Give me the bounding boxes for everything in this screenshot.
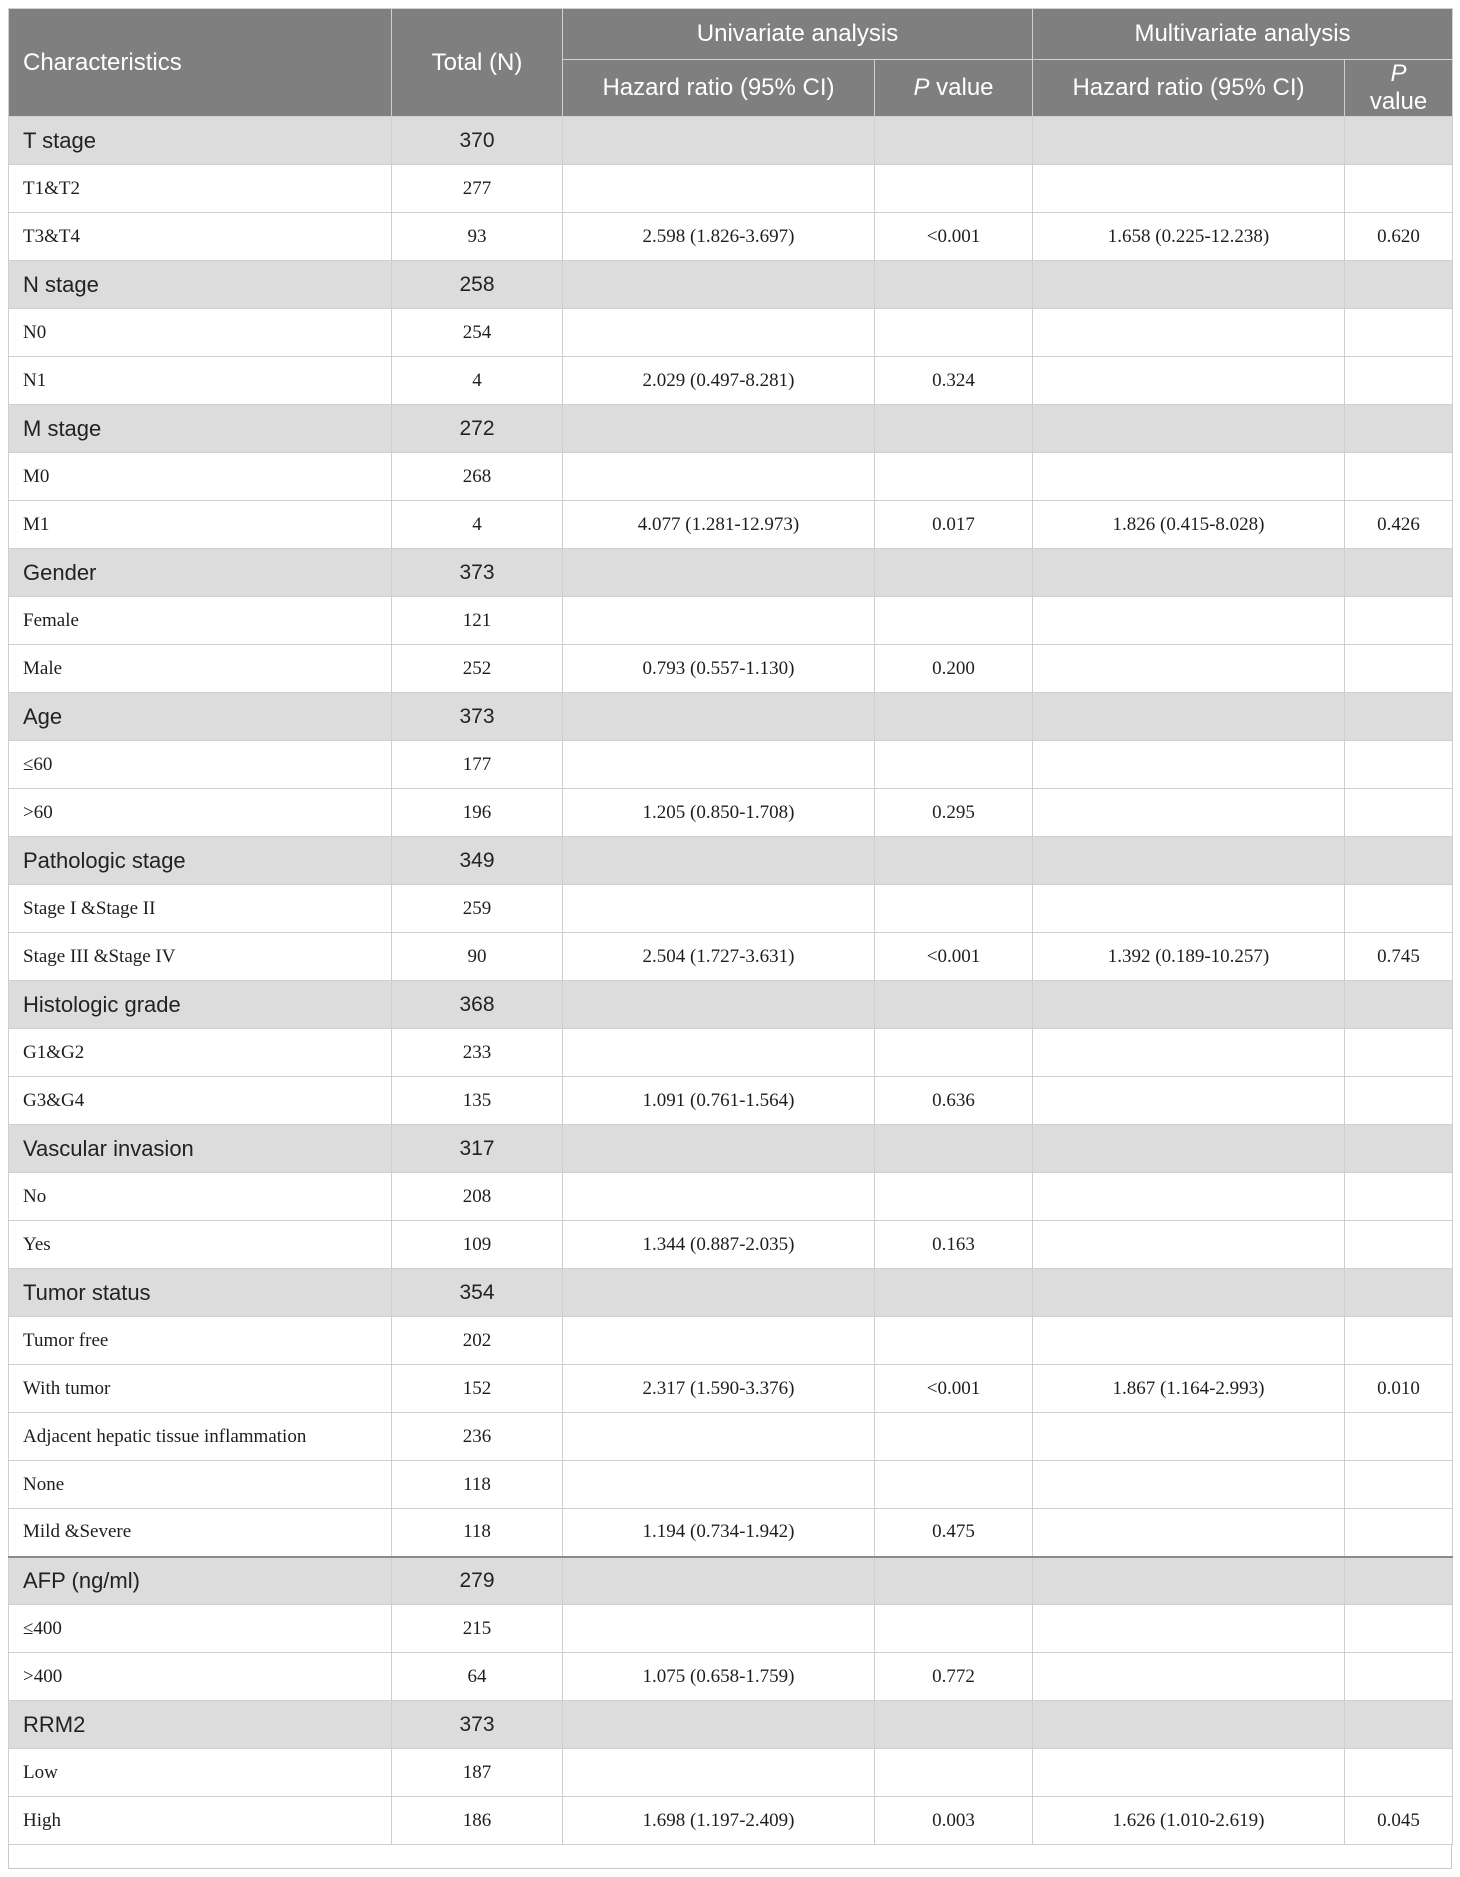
- cell-total: 152: [392, 1365, 563, 1413]
- cell-characteristic: With tumor: [9, 1365, 392, 1413]
- table-row: [9, 213, 1453, 261]
- cell-characteristic: M0: [9, 453, 392, 501]
- cell-p-univariate: [875, 1029, 1033, 1077]
- cell-p-multivariate: [1345, 357, 1453, 405]
- cell-p-univariate: 0.003: [875, 1797, 1033, 1845]
- cell-hr-multivariate: [1033, 261, 1345, 309]
- cell-total: 349: [392, 837, 563, 885]
- cell-total: 252: [392, 645, 563, 693]
- table-row: [9, 1317, 1453, 1365]
- cell-p-univariate: [875, 549, 1033, 597]
- table-row: [9, 1413, 1453, 1461]
- cell-total: 177: [392, 741, 563, 789]
- cox-regression-table: [8, 8, 1453, 1845]
- group-row: [9, 405, 1453, 453]
- cell-p-univariate: [875, 1605, 1033, 1653]
- cell-p-univariate: [875, 1701, 1033, 1749]
- cell-hr-multivariate: 1.658 (0.225-12.238): [1033, 213, 1345, 261]
- cell-hr-multivariate: [1033, 1461, 1345, 1509]
- cell-hr-univariate: 2.504 (1.727-3.631): [563, 933, 875, 981]
- cell-p-multivariate: 0.620: [1345, 213, 1453, 261]
- cell-p-univariate: 0.200: [875, 645, 1033, 693]
- cell-p-univariate: [875, 405, 1033, 453]
- cell-characteristic: T stage: [9, 117, 392, 165]
- cell-hr-multivariate: [1033, 1509, 1345, 1557]
- table-row: [9, 885, 1453, 933]
- cell-hr-multivariate: 1.826 (0.415-8.028): [1033, 501, 1345, 549]
- cell-p-multivariate: [1345, 405, 1453, 453]
- header-characteristics: Characteristics: [9, 9, 392, 117]
- cell-hr-univariate: [563, 1413, 875, 1461]
- cell-hr-multivariate: [1033, 1173, 1345, 1221]
- group-row: [9, 549, 1453, 597]
- cell-p-multivariate: [1345, 1413, 1453, 1461]
- cell-hr-univariate: [563, 261, 875, 309]
- cell-hr-univariate: [563, 405, 875, 453]
- cell-hr-multivariate: [1033, 165, 1345, 213]
- cell-p-univariate: <0.001: [875, 933, 1033, 981]
- table-row: [9, 453, 1453, 501]
- cell-hr-univariate: [563, 1269, 875, 1317]
- cell-hr-univariate: [563, 1701, 875, 1749]
- cell-hr-univariate: 1.698 (1.197-2.409): [563, 1797, 875, 1845]
- cell-hr-multivariate: [1033, 1317, 1345, 1365]
- table-row: [9, 789, 1453, 837]
- cell-p-univariate: [875, 1413, 1033, 1461]
- cell-hr-univariate: 1.194 (0.734-1.942): [563, 1509, 875, 1557]
- header-hr-univariate: Hazard ratio (95% CI): [563, 60, 875, 117]
- cell-p-multivariate: [1345, 1317, 1453, 1365]
- cell-hr-univariate: 1.205 (0.850-1.708): [563, 789, 875, 837]
- cell-hr-multivariate: [1033, 1749, 1345, 1797]
- cell-hr-multivariate: [1033, 117, 1345, 165]
- cell-characteristic: N1: [9, 357, 392, 405]
- cell-total: 121: [392, 597, 563, 645]
- cell-hr-univariate: 2.317 (1.590-3.376): [563, 1365, 875, 1413]
- cell-p-univariate: 0.163: [875, 1221, 1033, 1269]
- cell-total: 93: [392, 213, 563, 261]
- cell-hr-univariate: [563, 597, 875, 645]
- cell-hr-multivariate: [1033, 1557, 1345, 1605]
- cell-total: 187: [392, 1749, 563, 1797]
- cell-p-multivariate: [1345, 1701, 1453, 1749]
- cell-p-univariate: [875, 453, 1033, 501]
- cell-p-univariate: <0.001: [875, 213, 1033, 261]
- cell-p-univariate: 0.475: [875, 1509, 1033, 1557]
- table-row: [9, 645, 1453, 693]
- cell-hr-multivariate: [1033, 309, 1345, 357]
- header-hr-multivariate: Hazard ratio (95% CI): [1033, 60, 1345, 117]
- cell-hr-univariate: [563, 1125, 875, 1173]
- cell-p-univariate: 0.636: [875, 1077, 1033, 1125]
- cell-p-univariate: [875, 1173, 1033, 1221]
- cell-characteristic: Histologic grade: [9, 981, 392, 1029]
- cell-hr-multivariate: [1033, 693, 1345, 741]
- cell-p-univariate: [875, 1557, 1033, 1605]
- header-p-italic-multivariate: P: [1390, 60, 1407, 87]
- cell-p-univariate: [875, 1749, 1033, 1797]
- header-p-rest-multivariate: value: [1369, 88, 1428, 115]
- cell-hr-multivariate: [1033, 885, 1345, 933]
- cell-p-multivariate: [1345, 1653, 1453, 1701]
- cell-hr-univariate: [563, 309, 875, 357]
- header-multivariate: Multivariate analysis: [1033, 9, 1453, 60]
- cell-hr-univariate: 0.793 (0.557-1.130): [563, 645, 875, 693]
- cell-characteristic: Mild &Severe: [9, 1509, 392, 1557]
- cell-p-multivariate: [1345, 1077, 1453, 1125]
- cell-hr-univariate: [563, 981, 875, 1029]
- cell-hr-multivariate: [1033, 1221, 1345, 1269]
- cell-hr-multivariate: [1033, 357, 1345, 405]
- cell-characteristic: Age: [9, 693, 392, 741]
- cell-p-univariate: [875, 117, 1033, 165]
- cell-characteristic: Male: [9, 645, 392, 693]
- table-row: [9, 1797, 1453, 1845]
- cell-p-multivariate: [1345, 741, 1453, 789]
- cell-p-univariate: [875, 1317, 1033, 1365]
- table-row: [9, 1029, 1453, 1077]
- cell-hr-univariate: [563, 693, 875, 741]
- cell-p-multivariate: [1345, 1029, 1453, 1077]
- cell-p-multivariate: [1345, 1125, 1453, 1173]
- cell-hr-multivariate: [1033, 1653, 1345, 1701]
- table-row: [9, 1605, 1453, 1653]
- cell-p-univariate: [875, 741, 1033, 789]
- cell-p-multivariate: [1345, 117, 1453, 165]
- cell-hr-multivariate: [1033, 1269, 1345, 1317]
- cell-hr-univariate: 4.077 (1.281-12.973): [563, 501, 875, 549]
- table-row: [9, 309, 1453, 357]
- table-row: [9, 1173, 1453, 1221]
- group-row: [9, 837, 1453, 885]
- cell-total: 259: [392, 885, 563, 933]
- cell-hr-univariate: 1.344 (0.887-2.035): [563, 1221, 875, 1269]
- table-row: [9, 1365, 1453, 1413]
- cell-hr-univariate: 1.091 (0.761-1.564): [563, 1077, 875, 1125]
- table-row: [9, 1653, 1453, 1701]
- cell-characteristic: None: [9, 1461, 392, 1509]
- cell-hr-univariate: 2.598 (1.826-3.697): [563, 213, 875, 261]
- cell-p-multivariate: [1345, 597, 1453, 645]
- table-row: [9, 597, 1453, 645]
- cell-total: 373: [392, 549, 563, 597]
- cell-hr-univariate: [563, 549, 875, 597]
- cell-p-multivariate: [1345, 645, 1453, 693]
- cell-p-multivariate: [1345, 1461, 1453, 1509]
- cell-p-multivariate: [1345, 1221, 1453, 1269]
- cell-characteristic: G1&G2: [9, 1029, 392, 1077]
- cell-p-multivariate: 0.045: [1345, 1797, 1453, 1845]
- cell-hr-univariate: [563, 1173, 875, 1221]
- cell-hr-multivariate: [1033, 645, 1345, 693]
- table-row: [9, 1749, 1453, 1797]
- table-row: [9, 1221, 1453, 1269]
- table-row: [9, 1077, 1453, 1125]
- cell-total: 90: [392, 933, 563, 981]
- cell-hr-multivariate: [1033, 981, 1345, 1029]
- header-p-italic-univariate: P: [913, 74, 930, 101]
- cell-hr-multivariate: [1033, 741, 1345, 789]
- cell-characteristic: Pathologic stage: [9, 837, 392, 885]
- cell-hr-univariate: 2.029 (0.497-8.281): [563, 357, 875, 405]
- table-row: [9, 165, 1453, 213]
- cell-p-multivariate: [1345, 981, 1453, 1029]
- header-total: Total (N): [392, 9, 563, 117]
- cell-total: 317: [392, 1125, 563, 1173]
- cell-characteristic: T3&T4: [9, 213, 392, 261]
- table-header: [9, 9, 1453, 117]
- cell-p-multivariate: [1345, 1605, 1453, 1653]
- cell-p-univariate: [875, 309, 1033, 357]
- cell-p-univariate: [875, 1125, 1033, 1173]
- cell-characteristic: N stage: [9, 261, 392, 309]
- cell-hr-multivariate: [1033, 453, 1345, 501]
- cell-total: 135: [392, 1077, 563, 1125]
- header-p-rest-univariate: value: [929, 74, 994, 101]
- cell-p-univariate: [875, 693, 1033, 741]
- cell-characteristic: Stage I &Stage II: [9, 885, 392, 933]
- cell-hr-multivariate: [1033, 1125, 1345, 1173]
- cell-p-multivariate: [1345, 549, 1453, 597]
- cell-hr-multivariate: 1.867 (1.164-2.993): [1033, 1365, 1345, 1413]
- cell-characteristic: M1: [9, 501, 392, 549]
- cell-total: 118: [392, 1509, 563, 1557]
- table-row: [9, 501, 1453, 549]
- cell-p-multivariate: 0.010: [1345, 1365, 1453, 1413]
- cell-total: 4: [392, 357, 563, 405]
- cell-total: 368: [392, 981, 563, 1029]
- cell-p-multivariate: [1345, 1557, 1453, 1605]
- cell-p-multivariate: [1345, 1173, 1453, 1221]
- cell-p-univariate: <0.001: [875, 1365, 1033, 1413]
- table-row: [9, 1461, 1453, 1509]
- cell-total: 186: [392, 1797, 563, 1845]
- group-row: [9, 1269, 1453, 1317]
- cell-hr-univariate: [563, 1605, 875, 1653]
- cell-hr-multivariate: [1033, 789, 1345, 837]
- cell-p-multivariate: [1345, 837, 1453, 885]
- cell-p-multivariate: 0.426: [1345, 501, 1453, 549]
- cell-p-univariate: [875, 981, 1033, 1029]
- cell-characteristic: >400: [9, 1653, 392, 1701]
- cell-p-multivariate: 0.745: [1345, 933, 1453, 981]
- cell-characteristic: High: [9, 1797, 392, 1845]
- cell-p-multivariate: [1345, 885, 1453, 933]
- cell-total: 272: [392, 405, 563, 453]
- cell-hr-univariate: [563, 453, 875, 501]
- table-row: [9, 357, 1453, 405]
- cell-characteristic: Stage III &Stage IV: [9, 933, 392, 981]
- cell-hr-univariate: [563, 1029, 875, 1077]
- cell-p-multivariate: [1345, 261, 1453, 309]
- cell-hr-multivariate: 1.392 (0.189-10.257): [1033, 933, 1345, 981]
- cell-characteristic: Female: [9, 597, 392, 645]
- cell-characteristic: Vascular invasion: [9, 1125, 392, 1173]
- cell-hr-multivariate: [1033, 837, 1345, 885]
- cell-hr-univariate: [563, 1557, 875, 1605]
- cell-p-univariate: 0.017: [875, 501, 1033, 549]
- cell-p-multivariate: [1345, 453, 1453, 501]
- group-row: [9, 1125, 1453, 1173]
- cell-characteristic: G3&G4: [9, 1077, 392, 1125]
- cell-p-univariate: 0.295: [875, 789, 1033, 837]
- cell-p-multivariate: [1345, 165, 1453, 213]
- cell-total: 202: [392, 1317, 563, 1365]
- cell-hr-multivariate: [1033, 549, 1345, 597]
- cell-hr-univariate: [563, 885, 875, 933]
- cell-characteristic: Low: [9, 1749, 392, 1797]
- cell-total: 196: [392, 789, 563, 837]
- table-row: [9, 1509, 1453, 1557]
- cell-hr-multivariate: 1.626 (1.010-2.619): [1033, 1797, 1345, 1845]
- cell-characteristic: Tumor status: [9, 1269, 392, 1317]
- cell-characteristic: M stage: [9, 405, 392, 453]
- cell-hr-multivariate: [1033, 1413, 1345, 1461]
- cell-characteristic: ≤60: [9, 741, 392, 789]
- cell-characteristic: >60: [9, 789, 392, 837]
- cell-total: 279: [392, 1557, 563, 1605]
- group-row: [9, 261, 1453, 309]
- cell-p-univariate: [875, 885, 1033, 933]
- cell-total: 4: [392, 501, 563, 549]
- header-univariate: Univariate analysis: [563, 9, 1033, 60]
- cell-total: 277: [392, 165, 563, 213]
- cell-characteristic: Gender: [9, 549, 392, 597]
- cell-p-multivariate: [1345, 1509, 1453, 1557]
- header-p-multivariate: [1345, 60, 1453, 117]
- cell-characteristic: Tumor free: [9, 1317, 392, 1365]
- cell-characteristic: T1&T2: [9, 165, 392, 213]
- cell-p-univariate: 0.772: [875, 1653, 1033, 1701]
- cell-hr-univariate: [563, 1461, 875, 1509]
- cell-total: 370: [392, 117, 563, 165]
- cell-p-multivariate: [1345, 693, 1453, 741]
- group-row: [9, 981, 1453, 1029]
- cell-p-multivariate: [1345, 309, 1453, 357]
- cell-p-multivariate: [1345, 789, 1453, 837]
- cell-characteristic: N0: [9, 309, 392, 357]
- table-row: [9, 741, 1453, 789]
- cell-characteristic: AFP (ng/ml): [9, 1557, 392, 1605]
- group-row: [9, 693, 1453, 741]
- cell-hr-multivariate: [1033, 1605, 1345, 1653]
- cell-p-multivariate: [1345, 1269, 1453, 1317]
- cell-total: 208: [392, 1173, 563, 1221]
- cell-hr-univariate: [563, 1317, 875, 1365]
- cell-characteristic: Adjacent hepatic tissue inflammation: [9, 1413, 392, 1461]
- cell-total: 64: [392, 1653, 563, 1701]
- cell-hr-univariate: [563, 165, 875, 213]
- cell-hr-multivariate: [1033, 1029, 1345, 1077]
- table-body: [9, 117, 1453, 1845]
- cell-p-univariate: [875, 837, 1033, 885]
- cell-hr-univariate: [563, 117, 875, 165]
- cell-hr-multivariate: [1033, 1077, 1345, 1125]
- group-row: [9, 1701, 1453, 1749]
- cell-p-univariate: [875, 261, 1033, 309]
- cell-characteristic: ≤400: [9, 1605, 392, 1653]
- group-row: [9, 1557, 1453, 1605]
- cell-characteristic: RRM2: [9, 1701, 392, 1749]
- cell-total: 268: [392, 453, 563, 501]
- cell-characteristic: Yes: [9, 1221, 392, 1269]
- cell-p-univariate: [875, 597, 1033, 645]
- cell-hr-multivariate: [1033, 1701, 1345, 1749]
- header-p-univariate: [875, 60, 1033, 117]
- cell-total: 109: [392, 1221, 563, 1269]
- cell-p-univariate: [875, 1269, 1033, 1317]
- cell-p-univariate: [875, 165, 1033, 213]
- group-row: [9, 117, 1453, 165]
- cell-total: 118: [392, 1461, 563, 1509]
- cell-total: 373: [392, 1701, 563, 1749]
- cell-p-univariate: [875, 1461, 1033, 1509]
- cell-hr-univariate: [563, 837, 875, 885]
- cell-total: 373: [392, 693, 563, 741]
- cell-total: 354: [392, 1269, 563, 1317]
- cell-total: 258: [392, 261, 563, 309]
- cell-total: 215: [392, 1605, 563, 1653]
- cell-hr-univariate: 1.075 (0.658-1.759): [563, 1653, 875, 1701]
- cell-hr-multivariate: [1033, 405, 1345, 453]
- cell-total: 236: [392, 1413, 563, 1461]
- cell-total: 233: [392, 1029, 563, 1077]
- cell-characteristic: No: [9, 1173, 392, 1221]
- cell-hr-univariate: [563, 1749, 875, 1797]
- table-row: [9, 933, 1453, 981]
- cell-p-multivariate: [1345, 1749, 1453, 1797]
- cell-hr-multivariate: [1033, 597, 1345, 645]
- cell-total: 254: [392, 309, 563, 357]
- cell-p-univariate: 0.324: [875, 357, 1033, 405]
- cell-hr-univariate: [563, 741, 875, 789]
